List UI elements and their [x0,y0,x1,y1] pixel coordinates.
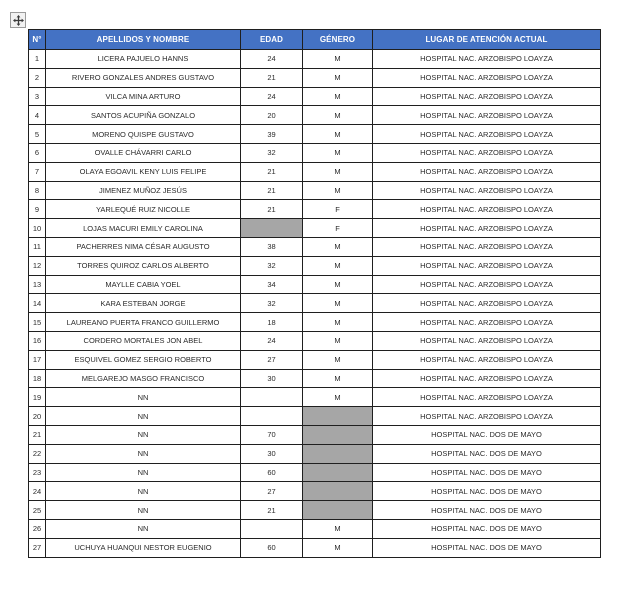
cell-name[interactable]: NN [46,501,241,520]
cell-gender[interactable]: M [303,369,373,388]
cell-age[interactable]: 38 [241,237,303,256]
cell-gender[interactable]: M [303,256,373,275]
cell-age[interactable]: 60 [241,463,303,482]
cell-gender[interactable]: M [303,538,373,557]
cell-num[interactable]: 15 [29,313,46,332]
cell-name[interactable]: NN [46,482,241,501]
cell-gender[interactable]: M [303,68,373,87]
cell-name[interactable]: LOJAS MACURI EMILY CAROLINA [46,219,241,238]
cell-location[interactable]: HOSPITAL NAC. DOS DE MAYO [373,519,601,538]
cell-gender[interactable]: M [303,50,373,69]
cell-location[interactable]: HOSPITAL NAC. ARZOBISPO LOAYZA [373,162,601,181]
table-row [29,106,601,125]
cell-age[interactable] [241,519,303,538]
cell-num[interactable]: 11 [29,237,46,256]
cell-name[interactable]: RIVERO GONZALES ANDRES GUSTAVO [46,68,241,87]
cell-name[interactable]: YARLEQUÉ RUIZ NICOLLE [46,200,241,219]
cell-gender[interactable] [303,407,373,426]
table-row [29,68,601,87]
table-row [29,313,601,332]
cell-age[interactable]: 32 [241,294,303,313]
cell-location[interactable]: HOSPITAL NAC. ARZOBISPO LOAYZA [373,350,601,369]
cell-location[interactable]: HOSPITAL NAC. ARZOBISPO LOAYZA [373,407,601,426]
cell-location[interactable]: HOSPITAL NAC. DOS DE MAYO [373,425,601,444]
cell-gender[interactable]: M [303,125,373,144]
table-row [29,501,601,520]
cell-num[interactable]: 23 [29,463,46,482]
cell-age[interactable]: 30 [241,369,303,388]
cell-num[interactable]: 19 [29,388,46,407]
table-row [29,125,601,144]
cell-name[interactable]: LICERA PAJUELO HANNS [46,50,241,69]
cell-location[interactable]: HOSPITAL NAC. DOS DE MAYO [373,482,601,501]
table-row [29,275,601,294]
cell-age[interactable]: 70 [241,425,303,444]
cell-name[interactable]: OVALLE CHÁVARRI CARLO [46,143,241,162]
cell-location[interactable]: HOSPITAL NAC. ARZOBISPO LOAYZA [373,294,601,313]
cell-age[interactable]: 20 [241,106,303,125]
header-row [29,30,601,50]
cell-age[interactable]: 39 [241,125,303,144]
table-row [29,143,601,162]
cell-gender[interactable] [303,463,373,482]
header-cell-gender[interactable]: GÉNERO [303,30,373,50]
cell-gender[interactable]: M [303,519,373,538]
cell-name[interactable]: PACHERRES NIMA CÉSAR AUGUSTO [46,237,241,256]
cell-num[interactable]: 20 [29,407,46,426]
cell-name[interactable]: OLAYA EGOAVIL KENY LUIS FELIPE [46,162,241,181]
table-row [29,237,601,256]
cell-gender[interactable]: M [303,87,373,106]
cell-name[interactable]: MELGAREJO MASGO FRANCISCO [46,369,241,388]
cell-age[interactable]: 32 [241,143,303,162]
cell-gender[interactable]: M [303,275,373,294]
table-row [29,181,601,200]
header-cell-age[interactable]: EDAD [241,30,303,50]
table-row [29,256,601,275]
cell-num[interactable]: 10 [29,219,46,238]
move-cross-icon [13,15,24,26]
cell-name[interactable]: UCHUYA HUANQUI NESTOR EUGENIO [46,538,241,557]
cell-location[interactable]: HOSPITAL NAC. ARZOBISPO LOAYZA [373,219,601,238]
cell-gender[interactable]: M [303,181,373,200]
cell-name[interactable]: MAYLLE CABIA YOEL [46,275,241,294]
cell-num[interactable]: 2 [29,68,46,87]
cell-num[interactable]: 17 [29,350,46,369]
cell-name[interactable]: NN [46,444,241,463]
cell-num[interactable]: 1 [29,50,46,69]
cell-gender[interactable]: M [303,162,373,181]
cell-num[interactable]: 13 [29,275,46,294]
cell-gender[interactable]: M [303,237,373,256]
cell-age[interactable]: 24 [241,50,303,69]
cell-age[interactable] [241,219,303,238]
cell-name[interactable]: SANTOS ACUPIÑA GONZALO [46,106,241,125]
cell-name[interactable]: NN [46,407,241,426]
cell-name[interactable]: NN [46,463,241,482]
table-row [29,294,601,313]
cell-location[interactable]: HOSPITAL NAC. ARZOBISPO LOAYZA [373,331,601,350]
table-row [29,50,601,69]
table-row [29,407,601,426]
cell-name[interactable]: LAUREANO PUERTA FRANCO GUILLERMO [46,313,241,332]
cell-name[interactable]: KARA ESTEBAN JORGE [46,294,241,313]
cell-age[interactable]: 27 [241,482,303,501]
cell-age[interactable]: 30 [241,444,303,463]
cell-age[interactable] [241,407,303,426]
cell-location[interactable]: HOSPITAL NAC. ARZOBISPO LOAYZA [373,143,601,162]
table-row [29,219,601,238]
cell-name[interactable]: NN [46,388,241,407]
table-row [29,331,601,350]
cell-location[interactable]: HOSPITAL NAC. ARZOBISPO LOAYZA [373,237,601,256]
cell-location[interactable]: HOSPITAL NAC. ARZOBISPO LOAYZA [373,87,601,106]
table-row [29,369,601,388]
cell-location[interactable]: HOSPITAL NAC. ARZOBISPO LOAYZA [373,125,601,144]
table-row [29,463,601,482]
cell-name[interactable]: TORRES QUIROZ CARLOS ALBERTO [46,256,241,275]
cell-location[interactable]: HOSPITAL NAC. ARZOBISPO LOAYZA [373,68,601,87]
table-row [29,425,601,444]
header-cell-name[interactable]: APELLIDOS Y NOMBRE [46,30,241,50]
table-row [29,538,601,557]
cell-age[interactable]: 21 [241,162,303,181]
cell-num[interactable]: 7 [29,162,46,181]
cell-gender[interactable]: M [303,350,373,369]
cell-location[interactable]: HOSPITAL NAC. DOS DE MAYO [373,501,601,520]
table-row [29,162,601,181]
cell-location[interactable]: HOSPITAL NAC. ARZOBISPO LOAYZA [373,181,601,200]
cell-gender[interactable]: M [303,313,373,332]
cell-age[interactable]: 60 [241,538,303,557]
cell-gender[interactable]: M [303,106,373,125]
cell-age[interactable]: 21 [241,501,303,520]
table-move-handle[interactable] [10,12,26,28]
cell-num[interactable]: 26 [29,519,46,538]
cell-num[interactable]: 9 [29,200,46,219]
cell-age[interactable]: 21 [241,68,303,87]
cell-num[interactable]: 16 [29,331,46,350]
header-cell-location[interactable]: LUGAR DE ATENCIÓN ACTUAL [373,30,601,50]
cell-age[interactable]: 24 [241,331,303,350]
cell-gender[interactable]: M [303,143,373,162]
cell-location[interactable]: HOSPITAL NAC. DOS DE MAYO [373,463,601,482]
table-row [29,482,601,501]
cell-gender[interactable]: M [303,294,373,313]
cell-age[interactable]: 21 [241,200,303,219]
cell-num[interactable]: 21 [29,425,46,444]
cell-location[interactable]: HOSPITAL NAC. DOS DE MAYO [373,538,601,557]
cell-gender[interactable]: F [303,200,373,219]
cell-gender[interactable] [303,444,373,463]
cell-location[interactable]: HOSPITAL NAC. ARZOBISPO LOAYZA [373,275,601,294]
cell-age[interactable]: 24 [241,87,303,106]
cell-location[interactable]: HOSPITAL NAC. ARZOBISPO LOAYZA [373,50,601,69]
cell-num[interactable]: 5 [29,125,46,144]
cell-name[interactable]: NN [46,425,241,444]
header-cell-num[interactable]: N° [29,30,46,50]
cell-gender[interactable]: M [303,388,373,407]
cell-num[interactable]: 22 [29,444,46,463]
cell-name[interactable]: MORENO QUISPE GUSTAVO [46,125,241,144]
table-row [29,87,601,106]
cell-age[interactable]: 32 [241,256,303,275]
cell-location[interactable]: HOSPITAL NAC. ARZOBISPO LOAYZA [373,388,601,407]
cell-gender[interactable] [303,482,373,501]
table-row [29,200,601,219]
table-row [29,350,601,369]
cell-age[interactable]: 18 [241,313,303,332]
table-row [29,519,601,538]
cell-num[interactable]: 14 [29,294,46,313]
cell-location[interactable]: HOSPITAL NAC. ARZOBISPO LOAYZA [373,369,601,388]
cell-num[interactable]: 25 [29,501,46,520]
cell-num[interactable]: 12 [29,256,46,275]
table-row [29,388,601,407]
cell-num[interactable]: 24 [29,482,46,501]
cell-name[interactable]: ESQUIVEL GOMEZ SERGIO ROBERTO [46,350,241,369]
table-body [29,50,601,558]
cell-name[interactable]: JIMENEZ MUÑOZ JESÚS [46,181,241,200]
cell-gender[interactable]: F [303,219,373,238]
cell-location[interactable]: HOSPITAL NAC. DOS DE MAYO [373,444,601,463]
cell-location[interactable]: HOSPITAL NAC. ARZOBISPO LOAYZA [373,106,601,125]
cell-name[interactable]: CORDERO MORTALES JON ABEL [46,331,241,350]
cell-age[interactable]: 34 [241,275,303,294]
cell-gender[interactable] [303,425,373,444]
cell-location[interactable]: HOSPITAL NAC. ARZOBISPO LOAYZA [373,256,601,275]
table-row [29,444,601,463]
cell-num[interactable]: 18 [29,369,46,388]
cell-name[interactable]: VILCA MINA ARTURO [46,87,241,106]
cell-age[interactable] [241,388,303,407]
patients-table [28,29,601,558]
cell-num[interactable]: 27 [29,538,46,557]
cell-gender[interactable]: M [303,331,373,350]
cell-num[interactable]: 8 [29,181,46,200]
cell-gender[interactable] [303,501,373,520]
cell-location[interactable]: HOSPITAL NAC. ARZOBISPO LOAYZA [373,200,601,219]
cell-num[interactable]: 3 [29,87,46,106]
cell-age[interactable]: 21 [241,181,303,200]
cell-name[interactable]: NN [46,519,241,538]
cell-location[interactable]: HOSPITAL NAC. ARZOBISPO LOAYZA [373,313,601,332]
cell-num[interactable]: 4 [29,106,46,125]
cell-age[interactable]: 27 [241,350,303,369]
cell-num[interactable]: 6 [29,143,46,162]
